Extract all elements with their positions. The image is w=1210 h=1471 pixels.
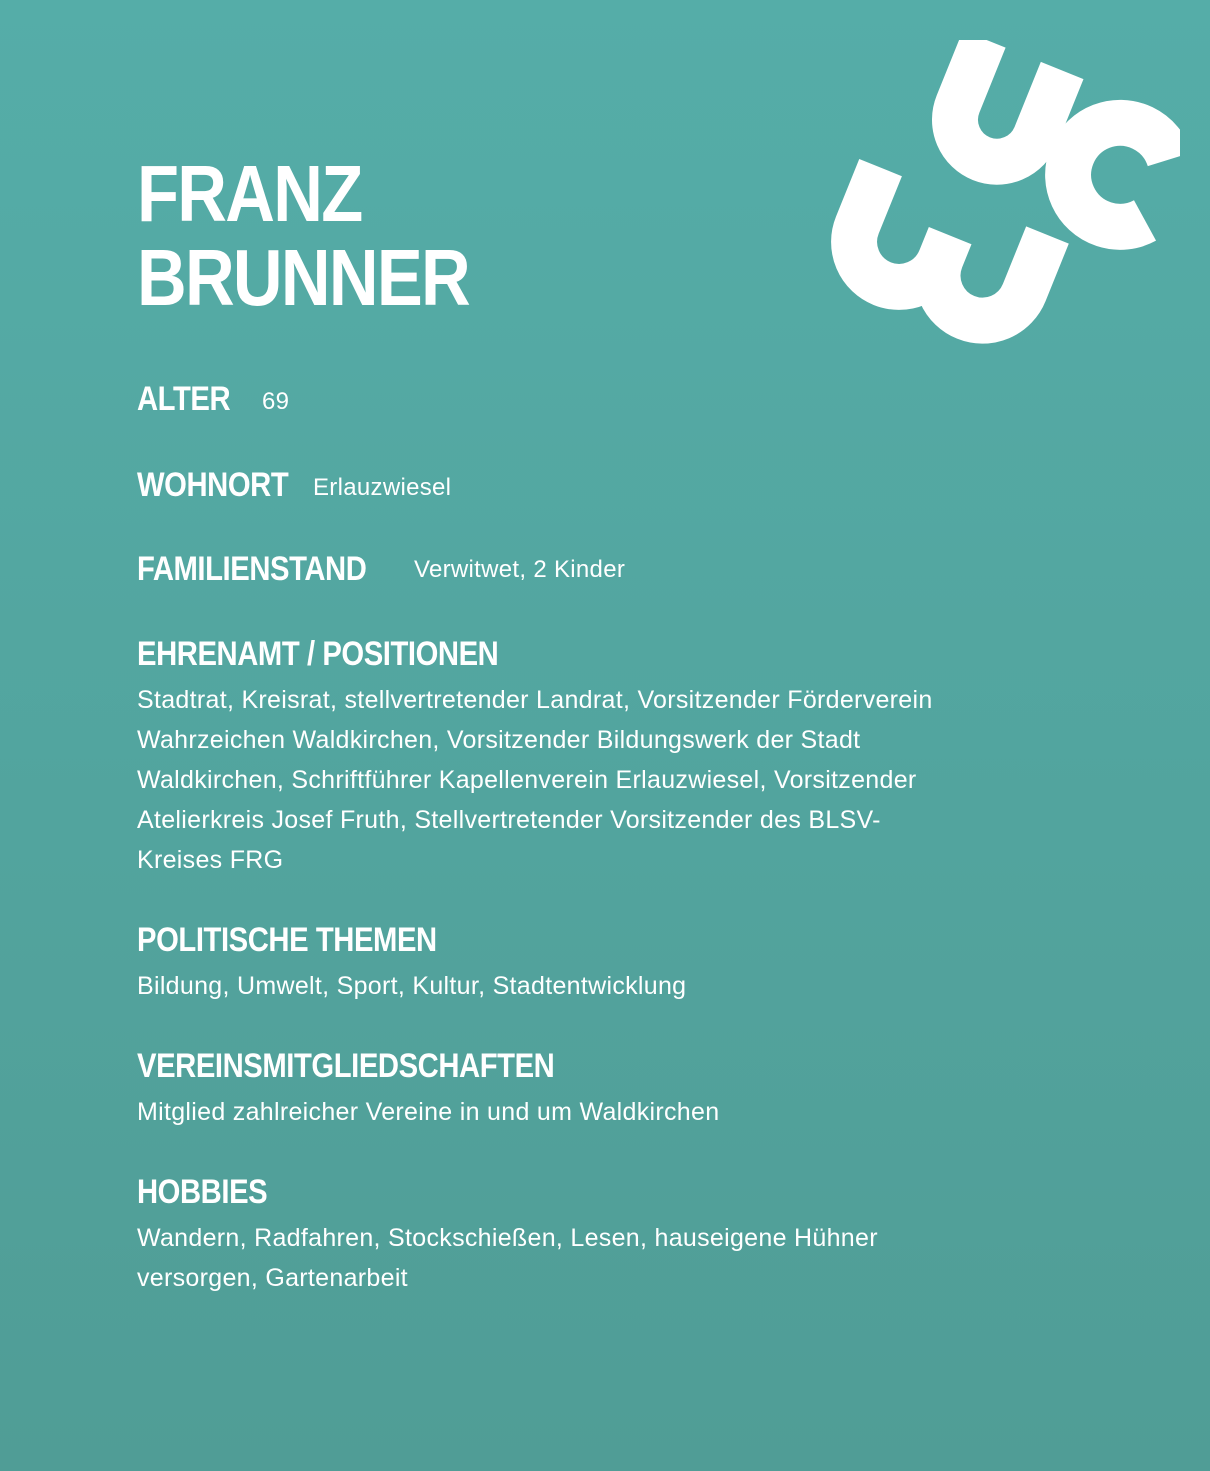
hobbies-line: Wandern, Radfahren, Stockschießen, Lesen, hauseigene Hühner <box>137 1224 878 1252</box>
ehrenamt-line: Kreises FRG <box>137 846 284 874</box>
themen-text <box>137 966 1067 1006</box>
ehrenamt-line: Waldkirchen, Schriftführer Kapellenverein Erlauzwiesel, Vorsitzender <box>137 766 917 794</box>
hobbies-section <box>137 1172 1067 1298</box>
wohnort-value: Erlauzwiesel <box>313 474 452 501</box>
ehrenamt-line: Stadtrat, Kreisrat, stellvertretender Landrat, Vorsitzender Förderverein <box>137 686 933 714</box>
themen-label: POLITISCHE THEMEN <box>137 921 437 959</box>
person-name <box>137 149 469 322</box>
hobbies-label: HOBBIES <box>137 1173 268 1211</box>
last-name: BRUNNER <box>137 233 469 322</box>
themen-section <box>137 920 1067 1006</box>
ehrenamt-text <box>137 680 1067 880</box>
hobbies-text <box>137 1218 1067 1298</box>
ehrenamt-line: Atelierkreis Josef Fruth, Stellvertretender Vorsitzender des BLSV- <box>137 806 881 834</box>
ucw-logo <box>830 40 1180 400</box>
ehrenamt-line: Wahrzeichen Waldkirchen, Vorsitzender Bildungswerk der Stadt <box>137 726 861 754</box>
familienstand-value: Verwitwet, 2 Kinder <box>414 556 626 583</box>
ehrenamt-label: EHRENAMT / POSITIONEN <box>137 635 499 673</box>
hobbies-line: versorgen, Gartenarbeit <box>137 1264 408 1292</box>
vereine-text <box>137 1092 1067 1132</box>
familienstand-row <box>137 550 626 589</box>
familienstand-label: FAMILIENSTAND <box>137 550 367 588</box>
first-name: FRANZ <box>137 149 362 238</box>
ehrenamt-section <box>137 634 1067 880</box>
vereine-label: VEREINSMITGLIEDSCHAFTEN <box>137 1047 555 1085</box>
vereine-line: Mitglied zahlreicher Vereine in und um Waldkirchen <box>137 1098 720 1126</box>
alter-value: 69 <box>262 388 290 415</box>
wohnort-row <box>137 466 452 505</box>
themen-line: Bildung, Umwelt, Sport, Kultur, Stadtentwicklung <box>137 972 687 1000</box>
alter-label: ALTER <box>137 380 231 418</box>
alter-row <box>137 380 290 419</box>
wohnort-label: WOHNORT <box>137 466 289 504</box>
vereine-section <box>137 1046 1067 1132</box>
